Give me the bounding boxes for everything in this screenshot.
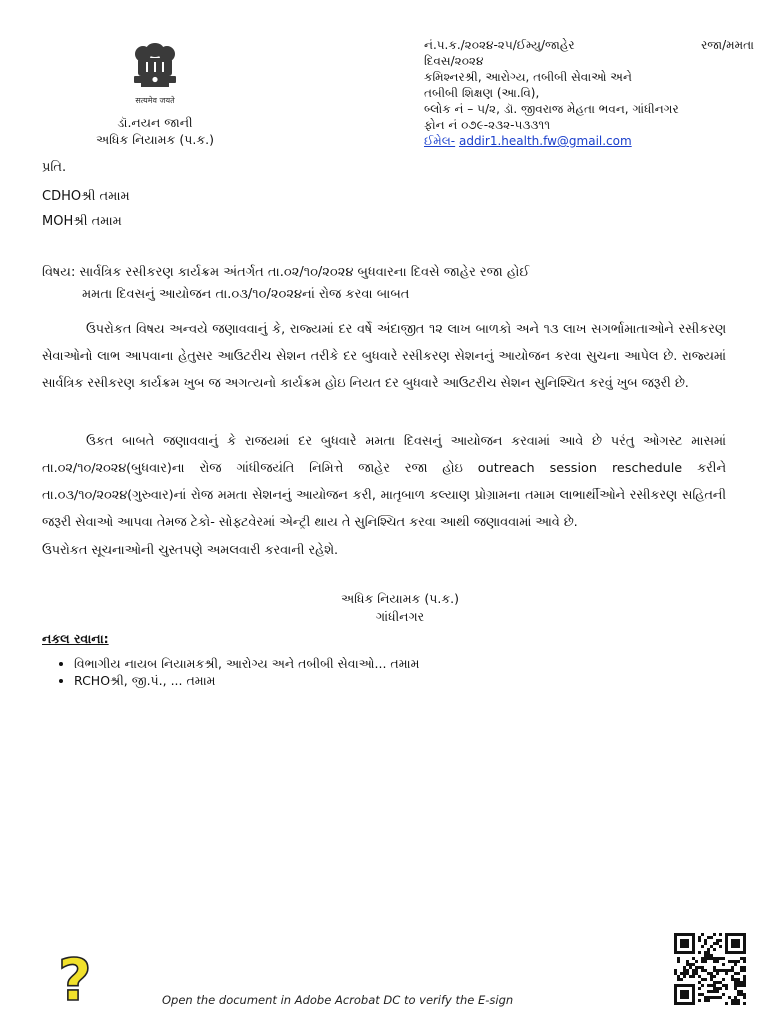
signoff-place: ગાંધીનગર: [375, 609, 425, 624]
signoff-title: અધિક નિયામક (પ.ક.): [340, 591, 459, 606]
sender-name: ડૉ.નયન જાની: [117, 115, 193, 130]
recipient-cdho: CDHOશ્રી તમામ: [42, 189, 130, 204]
email-label: ઈમેલ-: [424, 134, 456, 148]
office-reference-block: [424, 37, 754, 149]
list-item: • વિભાગીય નાયબ નિયામકશ્રી, આરોગ્ય અને તબીબી સેવાઓ... તમામ: [74, 655, 419, 672]
signature-status-question-icon: ?: [58, 946, 92, 1014]
qr-code-icon: [674, 933, 746, 1005]
reference-suffix: રજા/મમતા: [701, 38, 754, 52]
office-phone: ફોન નં ૦૭૯-૨૩૨-૫૩૩૧૧: [424, 118, 551, 132]
body-paragraph-2: [42, 428, 726, 536]
email-link[interactable]: addir1.health.fw@gmail.com: [458, 134, 632, 148]
office-address: બ્લોક નં – ૫/૨, ડૉ. જીવરાજ મેહતા ભવન, ગાંધીનગર: [424, 102, 679, 116]
office-email: [424, 133, 754, 149]
recipient-moh: MOHશ્રી તમામ: [42, 214, 122, 229]
office-line-2: તબીબી શિક્ષણ (આ.વિ),: [424, 86, 540, 100]
paragraph-text: ઉકત બાબતે જણાવવાનું કે રાજયમાં દર બુધવારે મમતા દિવસનું આયોજન કરવામાં આવે છે પરંતુ ઓગસ્ટ માસમાં તા.૦૨/૧૦/૨૦૨૪(બુધવાર)ના રોજ ગાંધીજયંતિ નિમિત્તે જાહેર રજા હોઇ outreach session reschedule કરીને તા.૦૩/૧૦/૨૦૨૪(ગુરુવાર)નાં રોજ મમતા સેશનનું આયોજન કરી, માતૃબાળ કલ્યાણ પ્રોગ્રામના તમામ લાભાર્થીઓને રસીકરણ સહિતની જરૂરી સેવાઓ આપવા તેમજ ટેકો- સોફ્ટવેરમાં એન્ટ્રી થાય તે સુનિશ્ચિત કરવા આથી જણાવવામાં આવે છે.: [42, 434, 726, 530]
reference-line-2: દિવસ/૨૦૨૪: [424, 54, 484, 68]
reference-number: નં.પ.ક./૨૦૨૪-૨૫/ઈમ્યુ/જાહેર: [424, 38, 575, 52]
emblem-caption: सत्यमेव जयते: [135, 96, 175, 105]
salutation: પ્રતિ.: [42, 160, 67, 175]
subject-line-1: વિષય: સાર્વત્રિક રસીકરણ કાર્યક્રમ અંતર્ગત તા.૦૨/૧૦/૨૦૨૪ બુધવારના દિવસે જાહેર રજા હોઈ: [42, 265, 530, 280]
paragraph-text: ઉપરોકત વિષય અન્વયે જણાવવાનું કે, રાજ્યમાં દર વર્ષે અંદાજીત ૧૨ લાખ બાળકો અને ૧૩ લાખ સગર્ભામાતાઓને રસીકરણ સેવાઓનો લાભ આપવાના હેતુસર આઉટરીચ સેશન તરીકે દર બુધવારે રસીકરણ સેશનનું આયોજન કરવા સુચના આપેલ છે. રાજ્યમાં સાર્વત્રિક રસીકરણ કાર્યક્રમ ખુબ જ અગત્યનો કાર્યક્રમ હોઇ નિયત દર બુધવારે આઉટરીચ સેશન સુનિશ્ચિત કરવું ખુબ જરૂરી છે.: [42, 322, 726, 391]
sender-title: અધિક નિયામક (પ.ક.): [95, 132, 214, 147]
e-sign-verify-note: Open the document in Adobe Acrobat DC to verify the E-sign: [162, 993, 514, 1007]
closing-line: ઉપરોકત સૂચનાઓની ચુસ્તપણે અમલવારી કરવાની રહેશે.: [42, 543, 339, 558]
office-line-1: કમિશ્નરશ્રી, આરોગ્ય, તબીબી સેવાઓ અને: [424, 70, 632, 84]
copy-to-list: [42, 655, 419, 689]
signoff-block: [300, 590, 500, 626]
list-item: • RCHOશ્રી, જી.પં., ... તમામ: [74, 672, 419, 689]
subject-line-2: મમતા દિવસનું આયોજન તા.૦૩/૧૦/૨૦૨૪નાં રોજ કરવા બાબત: [82, 287, 410, 302]
sender-block: [88, 114, 222, 148]
body-paragraph-1: [42, 316, 726, 397]
subject: [42, 262, 742, 306]
copy-to-heading: નકલ રવાના:: [42, 631, 109, 646]
